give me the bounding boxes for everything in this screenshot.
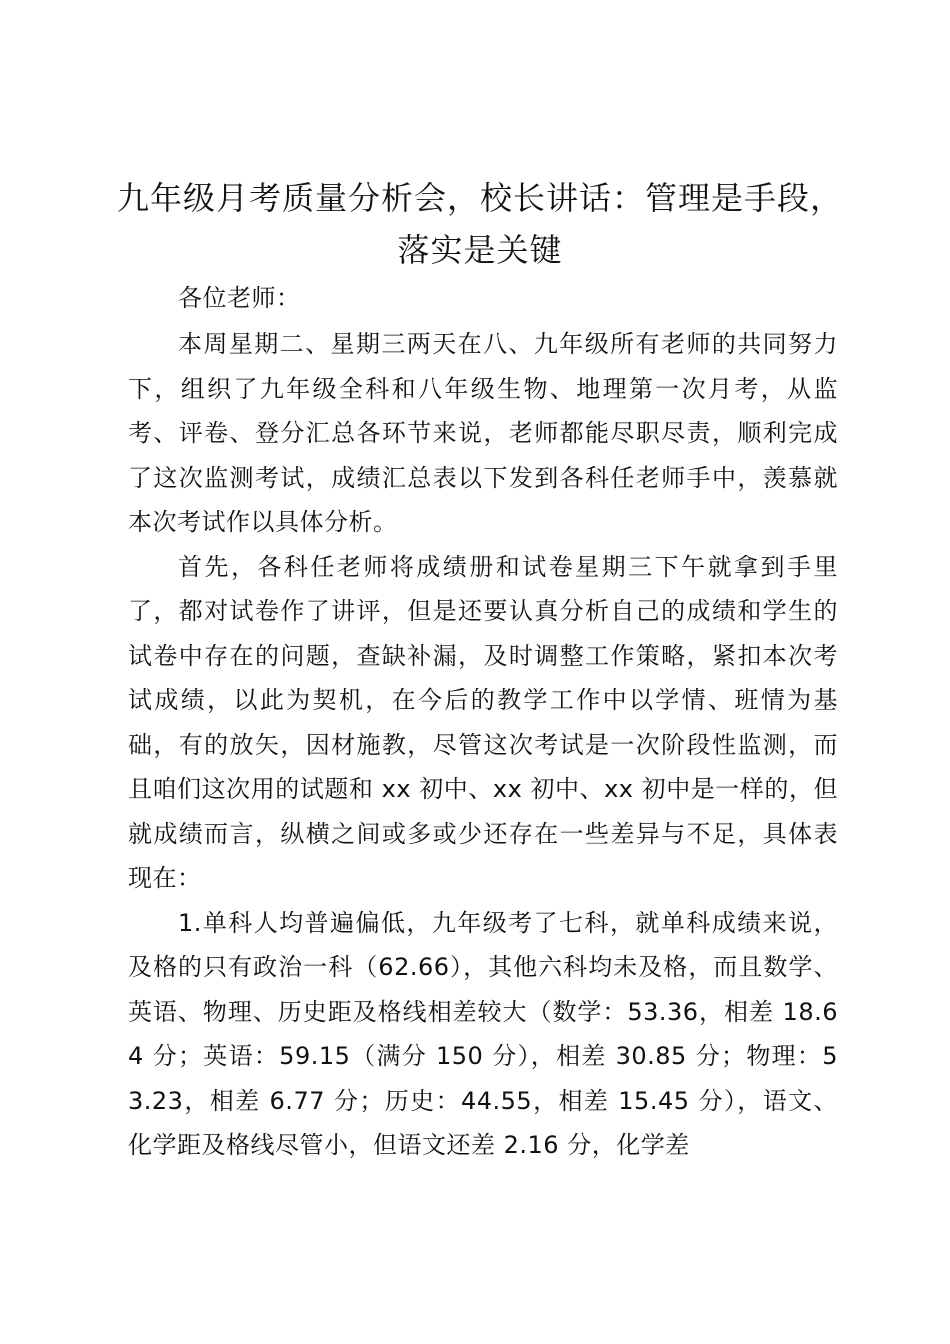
salutation: 各位老师： — [178, 284, 301, 312]
paragraph-2: 首先，各科任老师将成绩册和试卷星期三下午就拿到手里了，都对试卷作了讲评，但是还要认真分析自己的成绩和学生的试卷中存在的问题，查缺补漏，及时调整工作策略，紧扣本次考试成绩，以此为契机，在今后的教学工作中以学情、班情为基础，有的放矢，因材施教，尽管这次考试是一次阶段性监测，而且咱们这次用的试题和 xx 初中、xx 初中、xx 初中是一样的，但就成绩而言，纵横之间或多或少还存在一些差异与不足，具体表现在： — [128, 552, 838, 892]
document-body — [128, 278, 838, 1168]
document-title: 九年级月考质量分析会，校长讲话：管理是手段，落实是关键 — [116, 179, 843, 269]
paragraph-1: 本周星期二、星期三两天在八、九年级所有老师的共同努力下，组织了九年级全科和八年级生物、地理第一次月考，从监考、评卷、登分汇总各环节来说，老师都能尽职尽责，顺利完成了这次监测考试，成绩汇总表以下发到各科任老师手中，羡慕就本次考试作以具体分析。 — [128, 330, 838, 536]
paragraph-3: 1.单科人均普遍偏低，九年级考了七科，就单科成绩来说，及格的只有政治一科（62.66），其他六科均未及格，而且数学、英语、物理、历史距及格线相差较大（数学：53.36，相差 18.64 分；英语：59.15（满分 150 分），相差 30.85 分；物理：53.23，相差 6.77 分；历史：44.55，相差 15.45 分），语文、化学距及格线尽管小，但语文还差 2.16 分，化学差 — [128, 908, 838, 1159]
